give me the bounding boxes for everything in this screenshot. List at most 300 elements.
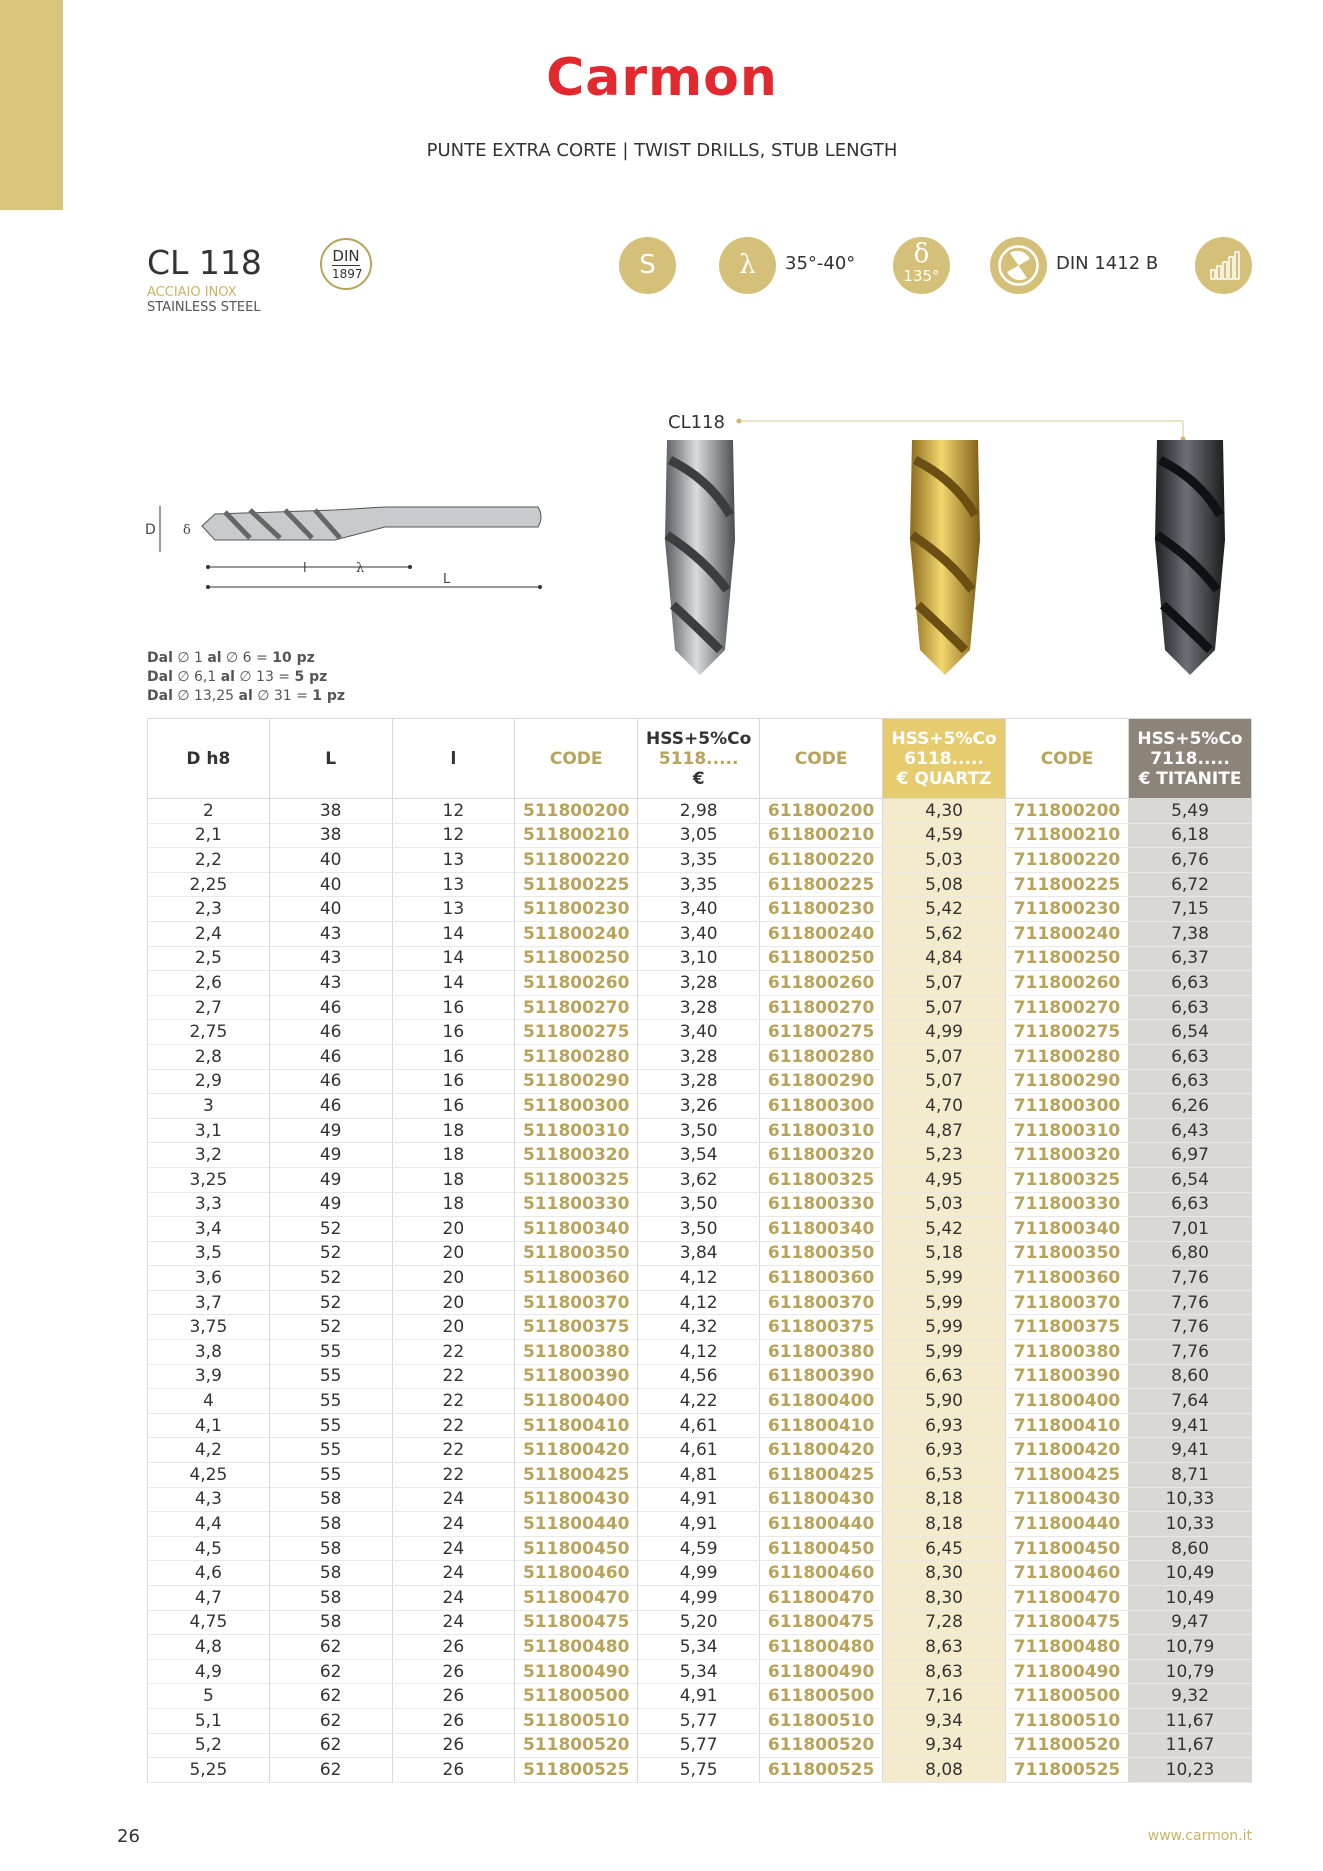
- cell-price-titanite: 10,79: [1129, 1659, 1252, 1684]
- cell-price-steel: 4,81: [638, 1463, 760, 1488]
- cell-price-quartz: 4,95: [883, 1167, 1006, 1192]
- cell-price-titanite: 7,15: [1129, 897, 1252, 922]
- cell-code-quartz: 611800310: [760, 1118, 883, 1143]
- cell-total-length: 52: [269, 1217, 392, 1242]
- cell-price-quartz: 5,99: [883, 1290, 1006, 1315]
- cell-price-titanite: 6,97: [1129, 1143, 1252, 1168]
- cell-code-steel: 511800320: [515, 1143, 638, 1168]
- cell-total-length: 43: [269, 921, 392, 946]
- table-row: [148, 897, 1252, 922]
- cell-price-titanite: 7,76: [1129, 1315, 1252, 1340]
- cell-code-quartz: 611800420: [760, 1438, 883, 1463]
- cell-total-length: 49: [269, 1143, 392, 1168]
- cell-price-quartz: 8,18: [883, 1487, 1006, 1512]
- cell-code-quartz: 611800460: [760, 1561, 883, 1586]
- cell-price-steel: 3,40: [638, 1020, 760, 1045]
- cell-diameter: 4,1: [148, 1413, 270, 1438]
- cell-code-steel: 511800370: [515, 1290, 638, 1315]
- cell-total-length: 55: [269, 1340, 392, 1365]
- cell-total-length: 62: [269, 1708, 392, 1733]
- header-total-length: L: [269, 719, 392, 799]
- drill-image-quartz: [900, 440, 990, 680]
- cell-price-steel: 4,99: [638, 1586, 760, 1611]
- cell-flute-length: 22: [392, 1438, 515, 1463]
- cell-price-steel: 3,28: [638, 971, 760, 996]
- cell-price-quartz: 5,23: [883, 1143, 1006, 1168]
- cell-price-titanite: 6,54: [1129, 1020, 1252, 1045]
- bar-level-icon: [1195, 237, 1252, 294]
- cell-diameter: 2,4: [148, 921, 270, 946]
- cell-flute-length: 22: [392, 1364, 515, 1389]
- drill-image-steel: [655, 440, 745, 680]
- cell-code-titanite: 711800200: [1006, 799, 1129, 824]
- cell-code-titanite: 711800390: [1006, 1364, 1129, 1389]
- cell-price-steel: 4,61: [638, 1413, 760, 1438]
- table-row: [148, 1340, 1252, 1365]
- cell-code-steel: 511800200: [515, 799, 638, 824]
- cell-flute-length: 13: [392, 848, 515, 873]
- table-row: [148, 1143, 1252, 1168]
- cell-diameter: 2,7: [148, 995, 270, 1020]
- cell-flute-length: 22: [392, 1389, 515, 1414]
- cell-code-titanite: 711800410: [1006, 1413, 1129, 1438]
- cell-code-steel: 511800500: [515, 1684, 638, 1709]
- cell-code-steel: 511800350: [515, 1241, 638, 1266]
- cell-price-titanite: 10,49: [1129, 1586, 1252, 1611]
- table-row: [148, 1094, 1252, 1119]
- cell-total-length: 62: [269, 1659, 392, 1684]
- table-row: [148, 1659, 1252, 1684]
- cell-code-quartz: 611800330: [760, 1192, 883, 1217]
- cell-total-length: 62: [269, 1758, 392, 1783]
- cell-total-length: 62: [269, 1684, 392, 1709]
- cell-code-quartz: 611800270: [760, 995, 883, 1020]
- table-row: [148, 1217, 1252, 1242]
- cell-code-quartz: 611800380: [760, 1340, 883, 1365]
- cell-code-titanite: 711800510: [1006, 1708, 1129, 1733]
- cell-diameter: 4,9: [148, 1659, 270, 1684]
- table-row: [148, 1315, 1252, 1340]
- cell-price-titanite: 8,71: [1129, 1463, 1252, 1488]
- cell-diameter: 2,8: [148, 1044, 270, 1069]
- cell-price-steel: 3,40: [638, 897, 760, 922]
- cell-flute-length: 26: [392, 1758, 515, 1783]
- cell-flute-length: 14: [392, 971, 515, 996]
- cell-diameter: 5: [148, 1684, 270, 1709]
- cell-flute-length: 12: [392, 799, 515, 824]
- cell-flute-length: 24: [392, 1512, 515, 1537]
- cell-code-quartz: 611800470: [760, 1586, 883, 1611]
- cell-flute-length: 18: [392, 1167, 515, 1192]
- cell-price-steel: 3,62: [638, 1167, 760, 1192]
- cell-code-steel: 511800490: [515, 1659, 638, 1684]
- cell-flute-length: 16: [392, 1069, 515, 1094]
- table-row: [148, 1167, 1252, 1192]
- cell-code-steel: 511800375: [515, 1315, 638, 1340]
- cell-code-quartz: 611800340: [760, 1217, 883, 1242]
- cell-price-steel: 4,12: [638, 1340, 760, 1365]
- header-code-titanite: CODE: [1006, 719, 1129, 799]
- cell-code-steel: 511800220: [515, 848, 638, 873]
- quantity-line-1: Dal ∅ 1 al ∅ 6 = 10 pz: [147, 650, 315, 666]
- cell-total-length: 46: [269, 1044, 392, 1069]
- cell-code-titanite: 711800480: [1006, 1635, 1129, 1660]
- cell-diameter: 4: [148, 1389, 270, 1414]
- cell-price-quartz: 5,42: [883, 897, 1006, 922]
- cell-diameter: 5,1: [148, 1708, 270, 1733]
- table-row: [148, 1733, 1252, 1758]
- din-badge: [320, 238, 372, 290]
- cell-diameter: 5,2: [148, 1733, 270, 1758]
- cell-price-steel: 4,99: [638, 1561, 760, 1586]
- table-row: [148, 1463, 1252, 1488]
- cell-price-quartz: 5,18: [883, 1241, 1006, 1266]
- cell-code-quartz: 611800390: [760, 1364, 883, 1389]
- cell-price-steel: 3,35: [638, 848, 760, 873]
- website-link[interactable]: www.carmon.it: [1147, 1828, 1252, 1844]
- cell-price-quartz: 8,30: [883, 1586, 1006, 1611]
- cell-price-quartz: 5,08: [883, 872, 1006, 897]
- cell-diameter: 2,25: [148, 872, 270, 897]
- cell-total-length: 58: [269, 1536, 392, 1561]
- cell-price-quartz: 6,63: [883, 1364, 1006, 1389]
- cell-code-titanite: 711800525: [1006, 1758, 1129, 1783]
- cell-diameter: 4,8: [148, 1635, 270, 1660]
- cell-price-quartz: 9,34: [883, 1708, 1006, 1733]
- table-row: [148, 848, 1252, 873]
- cell-price-steel: 3,05: [638, 823, 760, 848]
- din-badge-top: DIN: [332, 247, 360, 265]
- cell-code-titanite: 711800380: [1006, 1340, 1129, 1365]
- cell-total-length: 46: [269, 995, 392, 1020]
- cell-diameter: 3,1: [148, 1118, 270, 1143]
- cell-code-steel: 511800310: [515, 1118, 638, 1143]
- cell-price-steel: 3,84: [638, 1241, 760, 1266]
- page-number: 26: [117, 1826, 140, 1847]
- cell-price-steel: 3,40: [638, 921, 760, 946]
- cell-code-titanite: 711800310: [1006, 1118, 1129, 1143]
- table-body: [148, 799, 1252, 1783]
- cell-code-titanite: 711800350: [1006, 1241, 1129, 1266]
- cell-total-length: 55: [269, 1364, 392, 1389]
- cell-code-steel: 511800210: [515, 823, 638, 848]
- cell-code-titanite: 711800210: [1006, 823, 1129, 848]
- cell-flute-length: 24: [392, 1610, 515, 1635]
- cell-price-steel: 4,12: [638, 1290, 760, 1315]
- cell-code-quartz: 611800520: [760, 1733, 883, 1758]
- cell-code-quartz: 611800220: [760, 848, 883, 873]
- cell-code-quartz: 611800275: [760, 1020, 883, 1045]
- cell-code-titanite: 711800220: [1006, 848, 1129, 873]
- table-row: [148, 1389, 1252, 1414]
- cell-price-titanite: 7,01: [1129, 1217, 1252, 1242]
- cell-code-titanite: 711800300: [1006, 1094, 1129, 1119]
- table-row: [148, 799, 1252, 824]
- cell-price-steel: 4,12: [638, 1266, 760, 1291]
- cell-price-titanite: 6,54: [1129, 1167, 1252, 1192]
- cell-code-quartz: 611800490: [760, 1659, 883, 1684]
- cell-code-steel: 511800225: [515, 872, 638, 897]
- cell-code-titanite: 711800520: [1006, 1733, 1129, 1758]
- cell-price-titanite: 6,63: [1129, 1069, 1252, 1094]
- cell-diameter: 3: [148, 1094, 270, 1119]
- cell-price-steel: 3,50: [638, 1118, 760, 1143]
- price-table: [147, 718, 1252, 1783]
- quantity-line-3: Dal ∅ 13,25 al ∅ 31 = 1 pz: [147, 688, 346, 704]
- material-english: STAINLESS STEEL: [147, 300, 261, 315]
- table-row: [148, 1241, 1252, 1266]
- table-row: [148, 1561, 1252, 1586]
- header-diameter: D h8: [148, 719, 270, 799]
- cell-price-steel: 3,28: [638, 995, 760, 1020]
- cell-code-titanite: 711800450: [1006, 1536, 1129, 1561]
- cell-code-steel: 511800330: [515, 1192, 638, 1217]
- cell-flute-length: 24: [392, 1561, 515, 1586]
- table-row: [148, 995, 1252, 1020]
- header-price-titanite: HSS+5%Co 7118..... € TITANITE: [1129, 719, 1252, 799]
- cell-diameter: 5,25: [148, 1758, 270, 1783]
- cell-flute-length: 18: [392, 1143, 515, 1168]
- cell-price-titanite: 6,76: [1129, 848, 1252, 873]
- cell-total-length: 40: [269, 848, 392, 873]
- cell-diameter: 2,6: [148, 971, 270, 996]
- cell-code-steel: 511800280: [515, 1044, 638, 1069]
- cell-code-steel: 511800400: [515, 1389, 638, 1414]
- cell-code-quartz: 611800370: [760, 1290, 883, 1315]
- quantity-line-2: Dal ∅ 6,1 al ∅ 13 = 5 pz: [147, 669, 328, 685]
- cell-code-quartz: 611800320: [760, 1143, 883, 1168]
- cell-code-steel: 511800325: [515, 1167, 638, 1192]
- table-row: [148, 1487, 1252, 1512]
- product-code: CL 118: [147, 243, 262, 282]
- cell-code-quartz: 611800225: [760, 872, 883, 897]
- cell-flute-length: 16: [392, 1094, 515, 1119]
- cell-code-titanite: 711800360: [1006, 1266, 1129, 1291]
- cell-code-titanite: 711800280: [1006, 1044, 1129, 1069]
- cell-code-steel: 511800480: [515, 1635, 638, 1660]
- cell-diameter: 3,6: [148, 1266, 270, 1291]
- cell-total-length: 55: [269, 1413, 392, 1438]
- cell-total-length: 58: [269, 1487, 392, 1512]
- cell-code-titanite: 711800225: [1006, 872, 1129, 897]
- cell-code-steel: 511800520: [515, 1733, 638, 1758]
- cell-code-steel: 511800360: [515, 1266, 638, 1291]
- cell-code-steel: 511800270: [515, 995, 638, 1020]
- table-row: [148, 1536, 1252, 1561]
- cell-total-length: 58: [269, 1512, 392, 1537]
- table-header-row: [148, 719, 1252, 799]
- din-badge-number: 1897: [332, 267, 363, 281]
- cell-code-quartz: 611800425: [760, 1463, 883, 1488]
- table-row: [148, 1708, 1252, 1733]
- cell-total-length: 40: [269, 897, 392, 922]
- cell-flute-length: 26: [392, 1708, 515, 1733]
- delta-symbol: δ: [913, 239, 930, 269]
- cell-flute-length: 20: [392, 1266, 515, 1291]
- cell-code-quartz: 611800450: [760, 1536, 883, 1561]
- cell-total-length: 52: [269, 1266, 392, 1291]
- delta-value: 135°: [903, 267, 940, 285]
- cell-flute-length: 26: [392, 1659, 515, 1684]
- cell-code-steel: 511800230: [515, 897, 638, 922]
- cell-flute-length: 12: [392, 823, 515, 848]
- din-standard-icon: [990, 237, 1047, 294]
- cell-price-titanite: 10,33: [1129, 1487, 1252, 1512]
- header-price-quartz: HSS+5%Co 6118..... € QUARTZ: [883, 719, 1006, 799]
- cell-code-quartz: 611800440: [760, 1512, 883, 1537]
- cell-price-titanite: 7,76: [1129, 1266, 1252, 1291]
- table-row: [148, 1512, 1252, 1537]
- cell-price-steel: 2,98: [638, 799, 760, 824]
- cell-code-steel: 511800275: [515, 1020, 638, 1045]
- cell-price-quartz: 5,62: [883, 921, 1006, 946]
- cell-price-quartz: 9,34: [883, 1733, 1006, 1758]
- cell-total-length: 38: [269, 823, 392, 848]
- cell-price-steel: 4,56: [638, 1364, 760, 1389]
- cell-diameter: 4,7: [148, 1586, 270, 1611]
- cell-code-titanite: 711800430: [1006, 1487, 1129, 1512]
- drill-point-icon: [990, 237, 1047, 294]
- cell-code-quartz: 611800240: [760, 921, 883, 946]
- s-icon-label: S: [639, 250, 656, 280]
- cell-total-length: 49: [269, 1167, 392, 1192]
- brand-logo: Carmon: [546, 48, 778, 108]
- cell-code-quartz: 611800300: [760, 1094, 883, 1119]
- cell-diameter: 3,3: [148, 1192, 270, 1217]
- cell-price-quartz: 6,93: [883, 1413, 1006, 1438]
- cell-code-steel: 511800425: [515, 1463, 638, 1488]
- cell-flute-length: 18: [392, 1118, 515, 1143]
- cell-price-steel: 3,10: [638, 946, 760, 971]
- cell-diameter: 4,75: [148, 1610, 270, 1635]
- cell-diameter: 4,5: [148, 1536, 270, 1561]
- cell-code-steel: 511800290: [515, 1069, 638, 1094]
- table-row: [148, 1684, 1252, 1709]
- cell-diameter: 2,9: [148, 1069, 270, 1094]
- cell-code-steel: 511800510: [515, 1708, 638, 1733]
- cell-price-quartz: 8,08: [883, 1758, 1006, 1783]
- cell-code-titanite: 711800270: [1006, 995, 1129, 1020]
- cell-code-steel: 511800410: [515, 1413, 638, 1438]
- cell-total-length: 49: [269, 1192, 392, 1217]
- cell-diameter: 3,25: [148, 1167, 270, 1192]
- cell-code-quartz: 611800500: [760, 1684, 883, 1709]
- cell-code-titanite: 711800420: [1006, 1438, 1129, 1463]
- cell-total-length: 62: [269, 1635, 392, 1660]
- cell-diameter: 3,7: [148, 1290, 270, 1315]
- cell-flute-length: 26: [392, 1635, 515, 1660]
- cell-total-length: 52: [269, 1290, 392, 1315]
- cell-diameter: 2,3: [148, 897, 270, 922]
- cell-code-quartz: 611800280: [760, 1044, 883, 1069]
- cell-code-titanite: 711800370: [1006, 1290, 1129, 1315]
- cell-code-steel: 511800440: [515, 1512, 638, 1537]
- cell-price-quartz: 5,07: [883, 1044, 1006, 1069]
- cell-code-titanite: 711800320: [1006, 1143, 1129, 1168]
- cell-price-steel: 4,32: [638, 1315, 760, 1340]
- cell-price-steel: 4,91: [638, 1487, 760, 1512]
- cell-price-quartz: 4,30: [883, 799, 1006, 824]
- diagram-L-label: L: [443, 572, 451, 587]
- drill-image-titanite: [1145, 440, 1235, 680]
- cell-price-steel: 4,61: [638, 1438, 760, 1463]
- cell-price-titanite: 11,67: [1129, 1708, 1252, 1733]
- table-row: [148, 1610, 1252, 1635]
- cell-code-quartz: 611800360: [760, 1266, 883, 1291]
- lambda-value: 35°-40°: [785, 253, 856, 274]
- table-row: [148, 1118, 1252, 1143]
- cell-diameter: 2,75: [148, 1020, 270, 1045]
- diagram-lambda-label: λ: [356, 561, 365, 576]
- cell-price-quartz: 8,63: [883, 1659, 1006, 1684]
- cell-flute-length: 24: [392, 1536, 515, 1561]
- cell-price-titanite: 6,63: [1129, 1044, 1252, 1069]
- cell-price-titanite: 8,60: [1129, 1536, 1252, 1561]
- cell-code-titanite: 711800375: [1006, 1315, 1129, 1340]
- cell-diameter: 4,6: [148, 1561, 270, 1586]
- header-code-quartz: CODE: [760, 719, 883, 799]
- cell-price-quartz: 5,99: [883, 1315, 1006, 1340]
- cell-code-titanite: 711800340: [1006, 1217, 1129, 1242]
- cell-total-length: 43: [269, 946, 392, 971]
- cell-code-titanite: 711800490: [1006, 1659, 1129, 1684]
- table-row: [148, 1020, 1252, 1045]
- cell-code-quartz: 611800475: [760, 1610, 883, 1635]
- cell-diameter: 3,75: [148, 1315, 270, 1340]
- cell-code-steel: 511800430: [515, 1487, 638, 1512]
- cell-price-steel: 3,35: [638, 872, 760, 897]
- cell-flute-length: 20: [392, 1315, 515, 1340]
- cell-total-length: 43: [269, 971, 392, 996]
- cell-code-quartz: 611800250: [760, 946, 883, 971]
- cell-price-quartz: 6,53: [883, 1463, 1006, 1488]
- cell-price-titanite: 7,38: [1129, 921, 1252, 946]
- cell-code-titanite: 711800475: [1006, 1610, 1129, 1635]
- cell-total-length: 46: [269, 1020, 392, 1045]
- cell-flute-length: 13: [392, 872, 515, 897]
- cell-code-quartz: 611800430: [760, 1487, 883, 1512]
- cell-price-quartz: 5,90: [883, 1389, 1006, 1414]
- cell-price-titanite: 6,43: [1129, 1118, 1252, 1143]
- cell-total-length: 40: [269, 872, 392, 897]
- cell-price-steel: 3,50: [638, 1192, 760, 1217]
- cell-price-titanite: 7,76: [1129, 1340, 1252, 1365]
- cell-price-quartz: 6,45: [883, 1536, 1006, 1561]
- table-row: [148, 1290, 1252, 1315]
- cell-price-quartz: 4,70: [883, 1094, 1006, 1119]
- cell-price-titanite: 6,26: [1129, 1094, 1252, 1119]
- cell-flute-length: 22: [392, 1340, 515, 1365]
- table-row: [148, 1438, 1252, 1463]
- table-row: [148, 1586, 1252, 1611]
- cell-price-quartz: 4,84: [883, 946, 1006, 971]
- header-price-steel: HSS+5%Co 5118..... €: [638, 719, 760, 799]
- header-code-steel: CODE: [515, 719, 638, 799]
- cell-flute-length: 20: [392, 1290, 515, 1315]
- s-icon: [619, 237, 676, 294]
- material-italian: ACCIAIO INOX: [147, 285, 237, 300]
- cell-diameter: 3,2: [148, 1143, 270, 1168]
- cell-flute-length: 20: [392, 1217, 515, 1242]
- header-flute-length: l: [392, 719, 515, 799]
- cell-price-titanite: 7,76: [1129, 1290, 1252, 1315]
- cell-flute-length: 13: [392, 897, 515, 922]
- cell-code-quartz: 611800260: [760, 971, 883, 996]
- cell-code-steel: 511800420: [515, 1438, 638, 1463]
- cell-price-steel: 3,26: [638, 1094, 760, 1119]
- cell-price-quartz: 7,28: [883, 1610, 1006, 1635]
- cell-code-titanite: 711800470: [1006, 1586, 1129, 1611]
